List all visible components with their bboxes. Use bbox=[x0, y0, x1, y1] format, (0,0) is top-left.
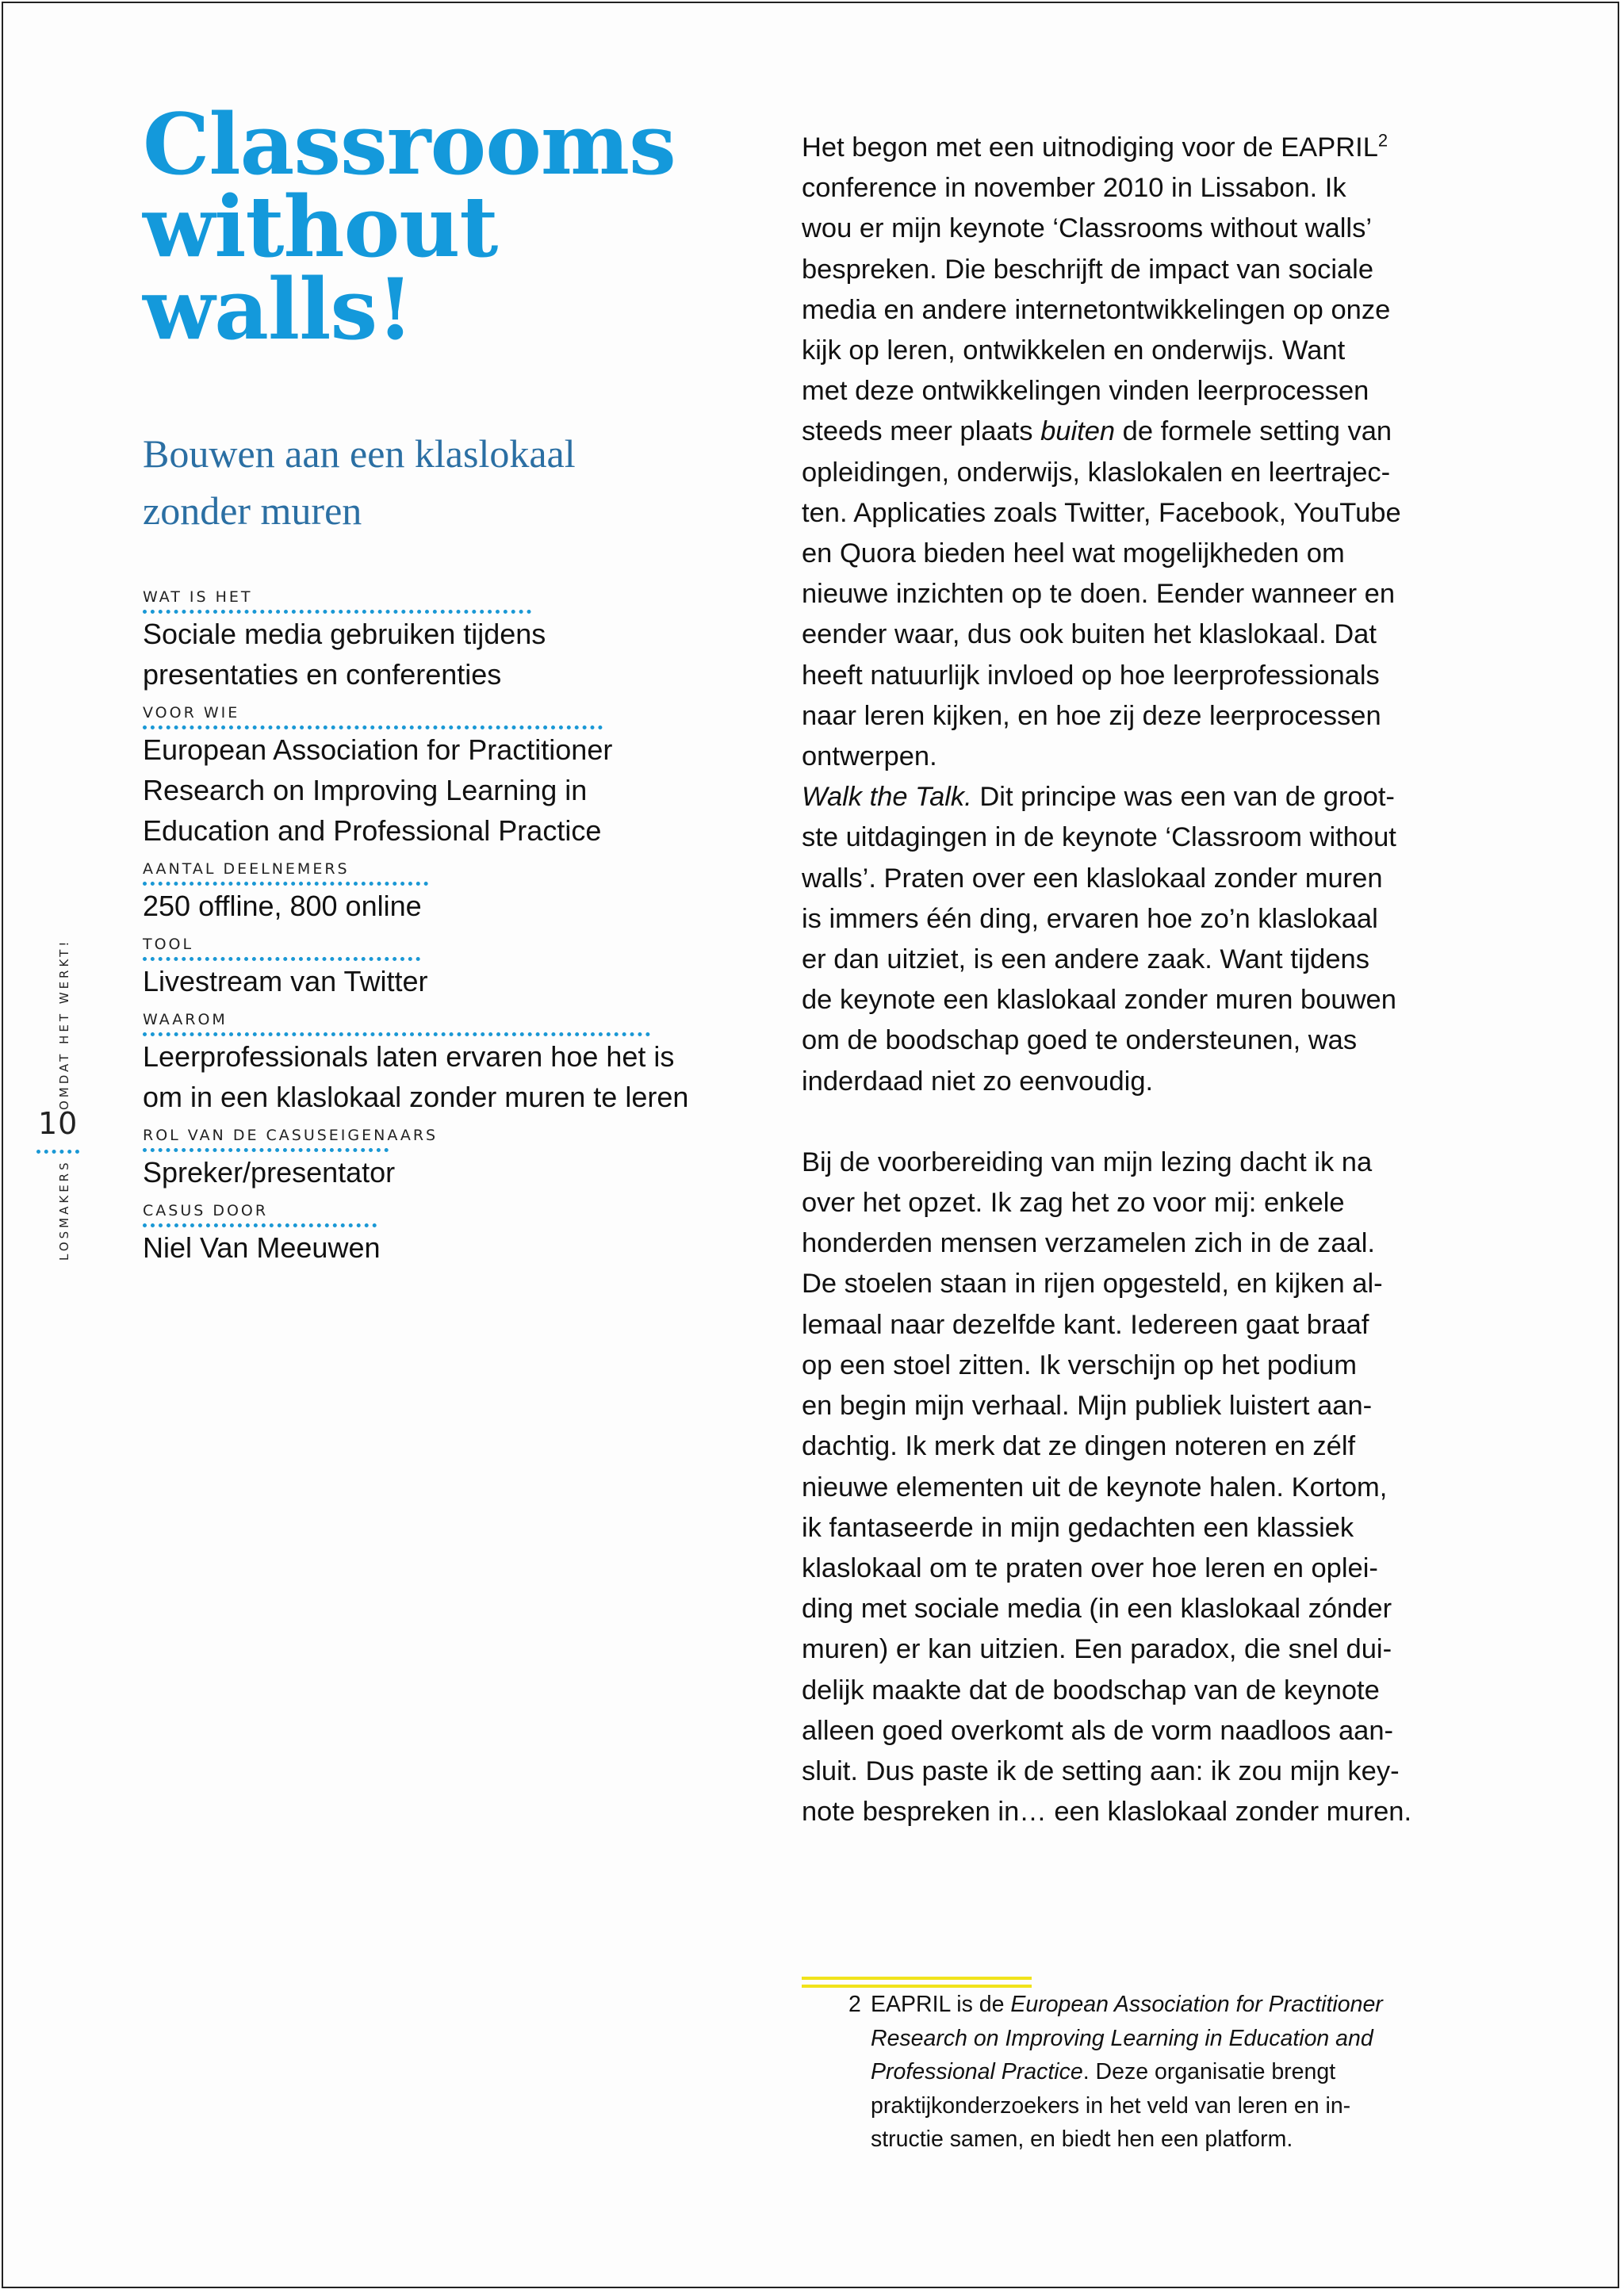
text-line: inderdaad niet zo eenvoudig. bbox=[802, 1066, 1154, 1097]
text-line: ten. Applicaties zoals Twitter, Facebook, YouTube bbox=[802, 497, 1401, 528]
text-line: er dan uitziet, is een andere zaak. Want tijdens bbox=[802, 944, 1369, 975]
text-line: klaslokaal om te praten over hoe leren en oplei- bbox=[802, 1552, 1378, 1583]
fact-value-line: Niel Van Meeuwen bbox=[143, 1231, 381, 1264]
fact-value-line: Education and Professional Practice bbox=[143, 814, 602, 847]
footnote-lead: EAPRIL is de bbox=[871, 1992, 1011, 2017]
footnote-italic: European Association for Practitioner Research on Improving Learning in Education and Professional Practice bbox=[871, 1992, 1383, 2084]
fact-value-line: European Association for Practitioner bbox=[143, 733, 613, 766]
fact-item bbox=[143, 704, 698, 851]
footnote bbox=[848, 1988, 1404, 2157]
fact-item bbox=[143, 860, 698, 926]
fact-value bbox=[143, 1036, 698, 1117]
fact-value bbox=[143, 886, 698, 926]
text-line: note bespreken in… een klaslokaal zonder muren. bbox=[802, 1797, 1412, 1828]
fact-label: WAAROM bbox=[143, 1011, 228, 1028]
text-line: en begin mijn verhaal. Mijn publiek luistert aan- bbox=[802, 1391, 1373, 1422]
text-line: naar leren kijken, en hoe zij deze leerprocessen bbox=[802, 700, 1381, 731]
text-line: honderden mensen verzamelen zich in de zaal. bbox=[802, 1228, 1376, 1259]
fact-sheet bbox=[143, 588, 698, 1268]
section-label: LOSMAKERS bbox=[57, 1159, 71, 1261]
article-body bbox=[802, 128, 1428, 1832]
footnote-rule bbox=[802, 1977, 1032, 1980]
fact-value-line: Livestream van Twitter bbox=[143, 965, 428, 997]
text-line: ontwerpen. bbox=[802, 741, 937, 772]
book-label: OMDAT HET WERKT! bbox=[57, 938, 71, 1110]
text-line: De stoelen staan in rijen opgesteld, en kijken al- bbox=[802, 1269, 1383, 1300]
text-line: ik fantaseerde in mijn gedachten een klassiek bbox=[802, 1512, 1354, 1543]
text-line: muren) er kan uitzien. Een paradox, die snel dui- bbox=[802, 1634, 1392, 1665]
fact-label: TOOL bbox=[143, 936, 194, 953]
text-line: kijk op leren, ontwikkelen en onderwijs. Want bbox=[802, 335, 1346, 366]
text-line: met deze ontwikkelingen vinden leerprocessen bbox=[802, 376, 1369, 407]
page-subtitle bbox=[143, 425, 714, 539]
fact-label: CASUS DOOR bbox=[143, 1202, 269, 1219]
text-line: wou er mijn keynote ‘Classrooms without walls’ bbox=[802, 213, 1373, 244]
fact-item bbox=[143, 1011, 698, 1117]
fact-item bbox=[143, 588, 698, 695]
text-line: is immers één ding, ervaren hoe zo’n klaslokaal bbox=[802, 903, 1378, 934]
fact-label: AANTAL DEELNEMERS bbox=[143, 860, 350, 878]
text-line: nieuwe inzichten op te doen. Eender wanneer en bbox=[802, 579, 1396, 610]
running-header bbox=[57, 939, 71, 1261]
emphasis: buiten bbox=[1040, 416, 1116, 447]
text-line: ding met sociale media (in een klaslokaal zónder bbox=[802, 1594, 1392, 1625]
page-number: 10 bbox=[38, 1106, 79, 1141]
fact-label: VOOR WIE bbox=[143, 704, 240, 722]
text-line: en Quora bieden heel wat mogelijkheden om bbox=[802, 538, 1345, 569]
text-line: opleidingen, onderwijs, klaslokalen en leertrajec- bbox=[802, 457, 1391, 488]
text-line: eender waar, dus ook buiten het klaslokaal. Dat bbox=[802, 619, 1377, 650]
page-number-rule bbox=[36, 1150, 79, 1154]
fact-item bbox=[143, 936, 698, 1001]
footnote-ref: 2 bbox=[1377, 130, 1388, 151]
text-line: nieuwe elementen uit de keynote halen. Kortom, bbox=[802, 1472, 1388, 1503]
emphasis: Walk the Talk. bbox=[802, 782, 972, 813]
text-line: steeds meer plaats bbox=[802, 416, 1041, 447]
fact-value-line: presentaties en conferenties bbox=[143, 658, 502, 691]
fact-value-line: om in een klaslokaal zonder muren te leren bbox=[143, 1081, 689, 1113]
fact-item bbox=[143, 1202, 698, 1268]
text-line: heeft natuurlijk invloed op hoe leerprofessionals bbox=[802, 660, 1380, 691]
text-line: dachtig. Ik merk dat ze dingen noteren en zélf bbox=[802, 1431, 1356, 1462]
fact-value bbox=[143, 1152, 698, 1192]
fact-value-line: Research on Improving Learning in bbox=[143, 774, 588, 806]
text-line: Het begon met een uitnodiging voor de EAPRIL bbox=[802, 132, 1378, 163]
footnote-text bbox=[848, 1988, 1404, 2157]
text-line: Bij de voorbereiding van mijn lezing dacht ik na bbox=[802, 1146, 1373, 1177]
title-line: walls! bbox=[143, 259, 413, 358]
paragraph-intro bbox=[802, 128, 1428, 777]
footnote-rest: . Deze organisatie brengt praktijkonderzoekers in het veld van leren en in-structie samen, en biedt hen een platform. bbox=[871, 2059, 1351, 2152]
text-line: sluit. Dus paste ik de setting aan: ik zou mijn key- bbox=[802, 1755, 1400, 1786]
fact-value bbox=[143, 961, 698, 1001]
text-line: de formele setting van bbox=[1115, 416, 1392, 447]
title-line: Classrooms bbox=[143, 94, 676, 193]
fact-item bbox=[143, 1127, 698, 1192]
fact-value bbox=[143, 1227, 698, 1268]
text-line: walls’. Praten over een klaslokaal zonder muren bbox=[802, 863, 1383, 894]
fact-value bbox=[143, 614, 698, 695]
text-line: lemaal naar dezelfde kant. Iedereen gaat braaf bbox=[802, 1309, 1369, 1340]
text-line: Dit principe was een van de groot- bbox=[971, 782, 1395, 813]
text-line: media en andere internetontwikkelingen op onze bbox=[802, 294, 1391, 325]
title-line: without bbox=[143, 177, 498, 276]
subtitle-line: Bouwen aan een klaslokaal bbox=[143, 431, 576, 476]
fact-label: ROL VAN DE CASUSEIGENAARS bbox=[143, 1127, 439, 1144]
text-line: de keynote een klaslokaal zonder muren bouwen bbox=[802, 985, 1396, 1016]
text-line: conference in november 2010 in Lissabon. Ik bbox=[802, 173, 1346, 204]
fact-label: WAT IS HET bbox=[143, 588, 253, 606]
fact-value bbox=[143, 729, 698, 851]
fact-value-line: Sociale media gebruiken tijdens bbox=[143, 618, 546, 650]
fact-value-line: 250 offline, 800 online bbox=[143, 890, 422, 922]
text-line: om de boodschap goed te ondersteunen, was bbox=[802, 1025, 1358, 1056]
paragraph-preparation bbox=[802, 1143, 1428, 1832]
footnote-number: 2 bbox=[848, 1992, 861, 2017]
fact-value-line: Spreker/presentator bbox=[143, 1156, 396, 1189]
page-title bbox=[143, 94, 698, 358]
text-line: alleen goed overkomt als de vorm naadloos aan- bbox=[802, 1715, 1394, 1746]
subtitle-line: zonder muren bbox=[143, 488, 362, 533]
text-line: ste uitdagingen in de keynote ‘Classroom without bbox=[802, 822, 1396, 853]
fact-value-line: Leerprofessionals laten ervaren hoe het is bbox=[143, 1040, 675, 1073]
paragraph-walk-the-talk bbox=[802, 777, 1428, 1102]
text-line: delijk maakte dat de boodschap van de keynote bbox=[802, 1675, 1380, 1705]
text-line: over het opzet. Ik zag het zo voor mij: enkele bbox=[802, 1188, 1345, 1219]
text-line: op een stoel zitten. Ik verschijn op het podium bbox=[802, 1349, 1357, 1380]
text-line: bespreken. Die beschrijft de impact van sociale bbox=[802, 254, 1374, 285]
